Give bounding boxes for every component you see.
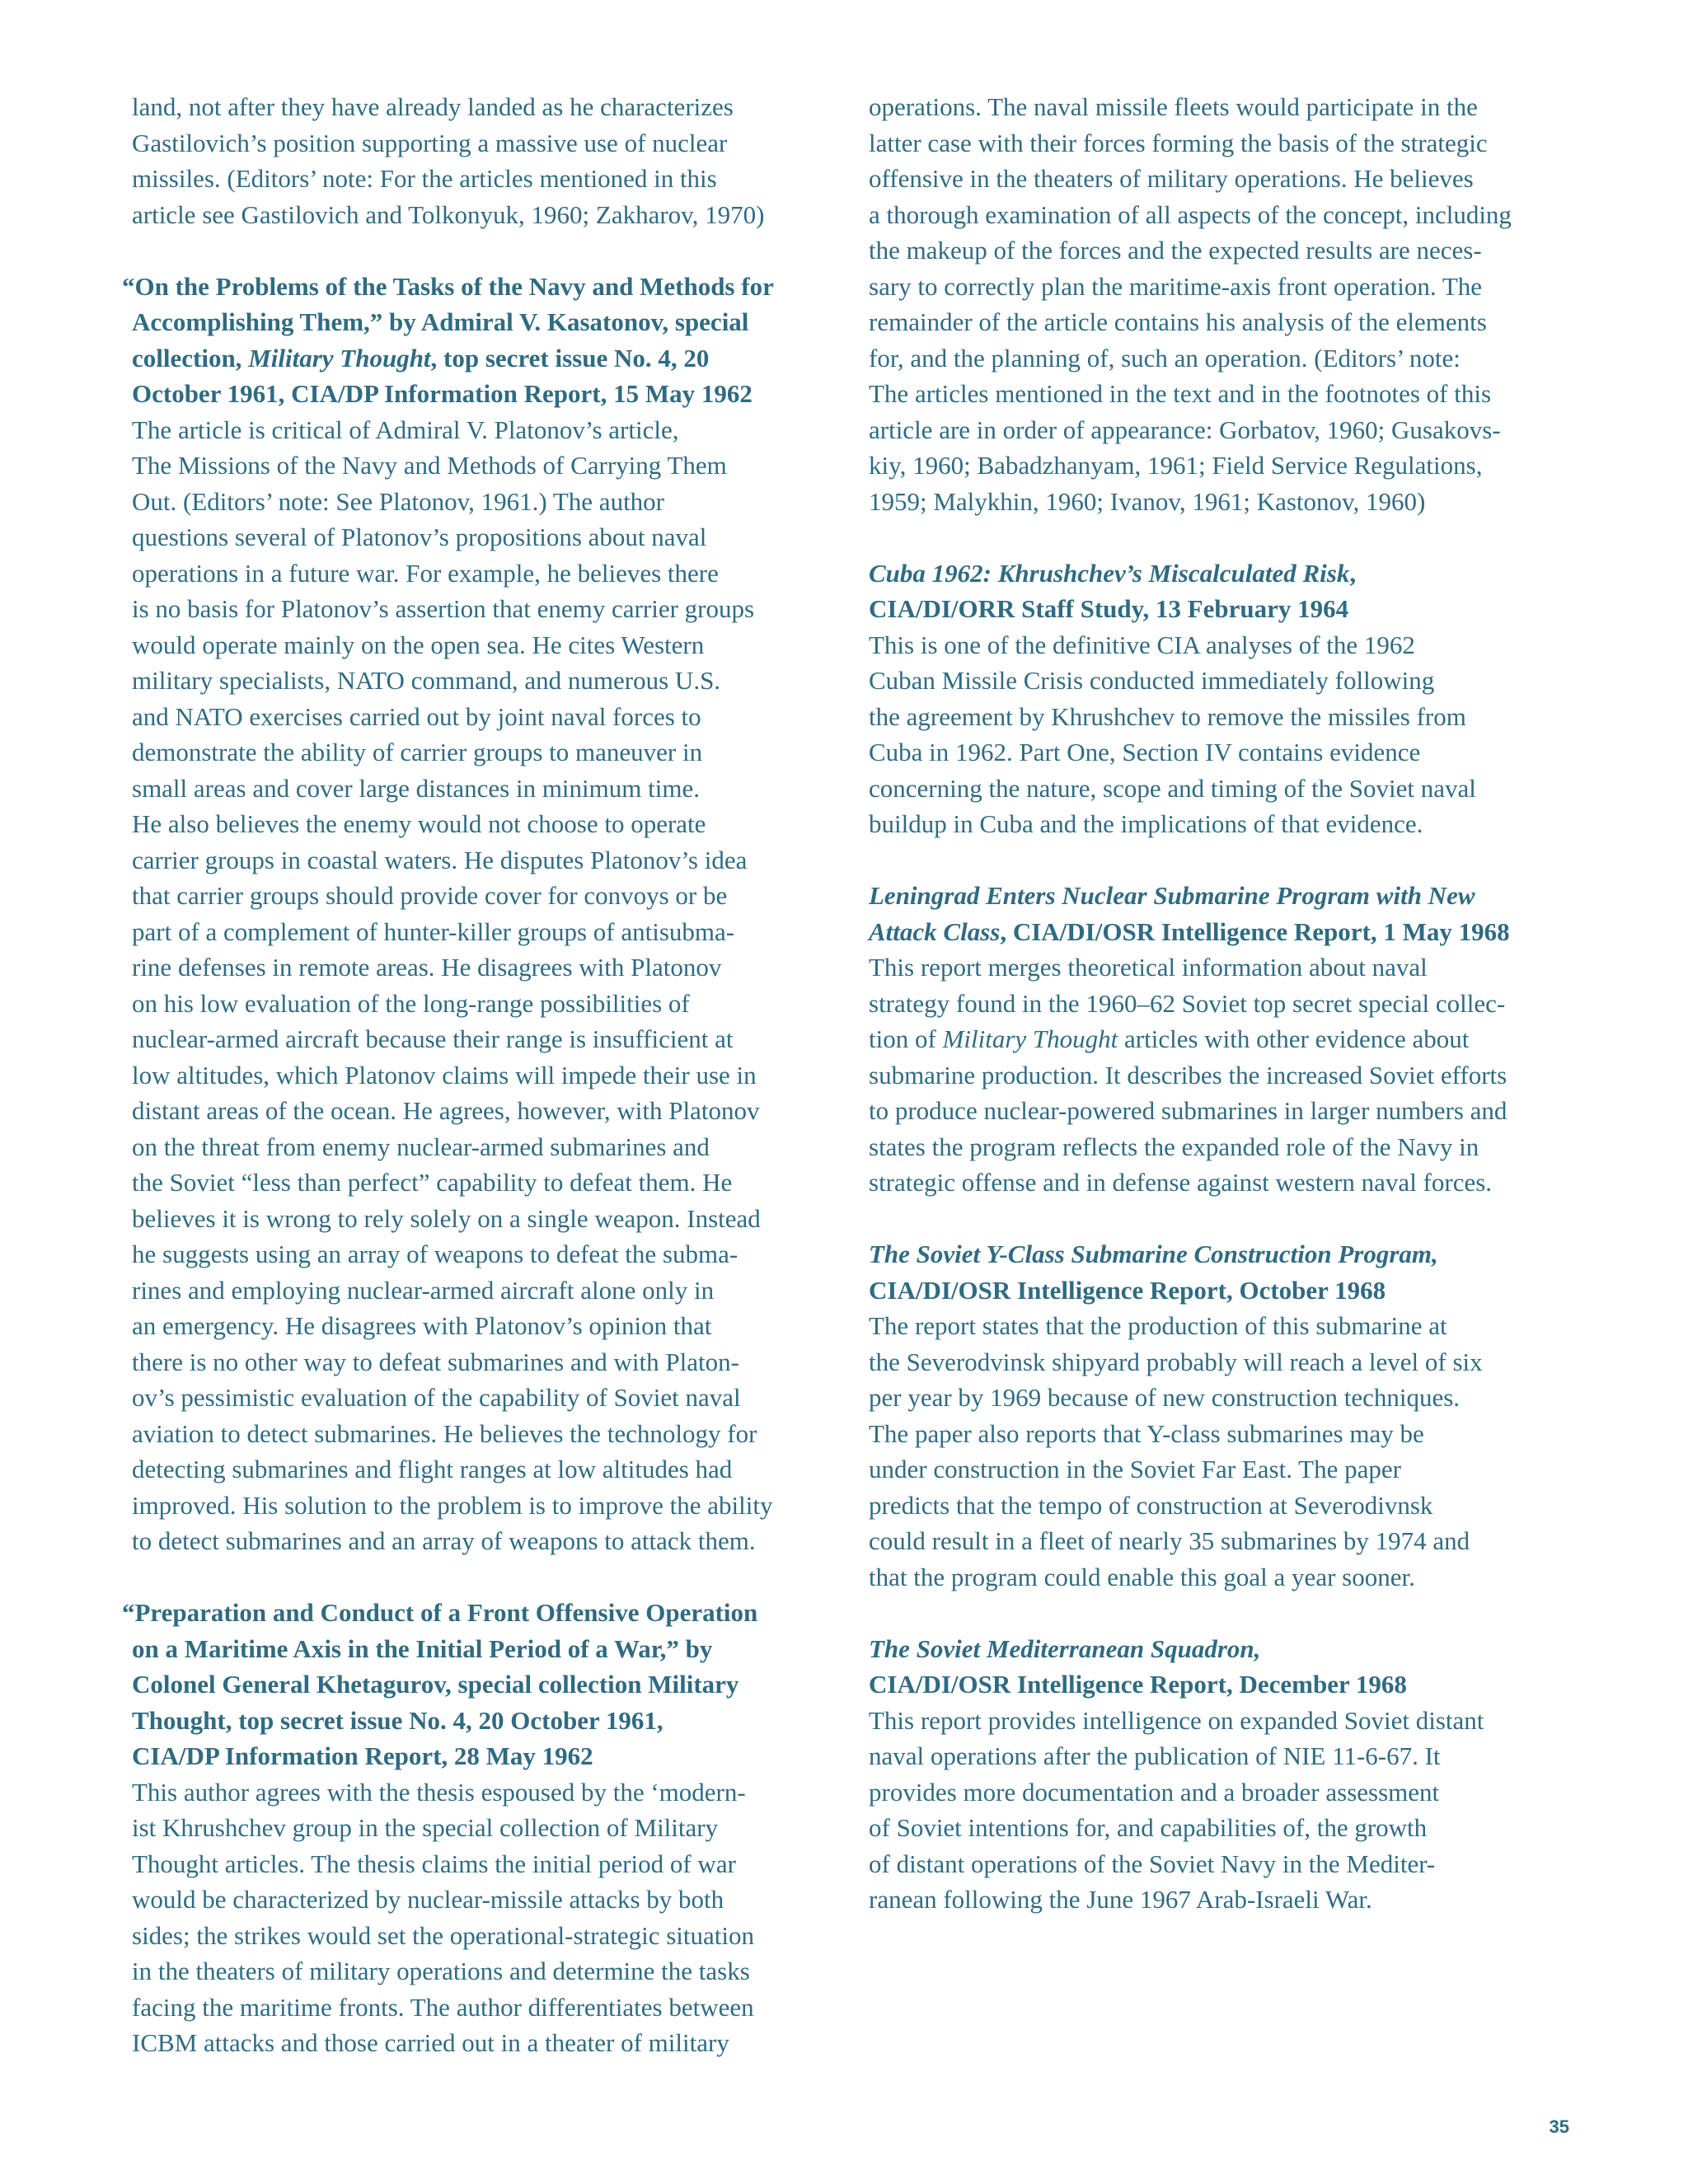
text-line: could result in a fleet of nearly 35 submarines by 1974 and (869, 1526, 1470, 1555)
text-line: The articles mentioned in the text and in the footnotes of this (869, 379, 1492, 408)
entry-heading (122, 269, 832, 412)
heading-line (132, 340, 832, 377)
text-line: a thorough examination of all aspects of the concept, including (869, 199, 1512, 229)
paragraph-gap (869, 519, 1569, 555)
text-line: article are in order of appearance: Gorbatov, 1960; Gusakovs- (869, 415, 1501, 444)
text-line: The paper also reports that Y-class submarines may be (869, 1418, 1424, 1448)
heading-line: The Soviet Y-Class Submarine Construction Program, (869, 1240, 1438, 1268)
heading-text: collection, (132, 343, 249, 373)
text-line: would operate mainly on the open sea. He cites Western (132, 630, 705, 659)
heading-line (869, 555, 1569, 592)
text-line: is no basis for Platonov’s assertion that enemy carrier groups (132, 594, 755, 623)
entry-mediterranean (869, 1631, 1569, 1918)
text-line: detecting submarines and flight ranges at low altitudes had (132, 1455, 733, 1483)
text-line: kiy, 1960; Babadzhanyam, 1961; Field Service Regulations, (869, 451, 1483, 480)
text-line: Cuba in 1962. Part One, Section IV contains evidence (869, 738, 1421, 766)
text-line: and NATO exercises carried out by joint naval forces to (132, 701, 701, 731)
text-line: This is one of the definitive CIA analyses of the 1962 (869, 630, 1415, 659)
text-line: Cuban Missile Crisis conducted immediately following (869, 666, 1435, 695)
heading-line: CIA/DI/OSR Intelligence Report, December 1968 (869, 1670, 1407, 1699)
text-line: would be characterized by nuclear-missile attacks by both (132, 1885, 724, 1914)
text-line: military specialists, NATO command, and numerous U.S. (132, 666, 721, 695)
paragraph-gap (869, 1595, 1569, 1631)
text-line: strategic offense and in defense against western naval forces. (869, 1168, 1493, 1197)
text-line: ICBM attacks and those carried out in a theater of military (132, 2028, 729, 2057)
text-fragment: tion of (869, 1024, 943, 1053)
text-line: nuclear-armed aircraft because their range is insufficient at (132, 1024, 734, 1053)
heading-line: Thought, top secret issue No. 4, 20 October 1961, (132, 1705, 663, 1735)
heading-text: , CIA/DI/OSR Intelligence Report, 1 May 1968 (1000, 916, 1510, 946)
text-line: for, and the planning of, such an operation. (Editors’ note: (869, 343, 1461, 373)
entry-body (132, 1774, 832, 2061)
text-line: under construction in the Soviet Far East. The paper (869, 1455, 1401, 1483)
report-title: Cuba 1962: Khrushchev’s Miscalculated Risk (869, 558, 1350, 588)
entry-y-class (869, 1236, 1569, 1595)
text-line: improved. His solution to the problem is to improve the ability (132, 1490, 773, 1520)
text-line: operations. The naval missile fleets would participate in the (869, 92, 1478, 121)
publication-title: Military Thought (942, 1024, 1118, 1053)
text-line: ov’s pessimistic evaluation of the capability of Soviet naval (132, 1383, 741, 1412)
text-line: He also believes the enemy would not choose to operate (132, 809, 706, 838)
text-line: submarine production. It describes the increased Soviet efforts (869, 1060, 1507, 1090)
heading-text: , top secret issue No. 4, 20 (430, 343, 710, 373)
paragraph-gap (869, 1201, 1569, 1237)
entry-leningrad (869, 878, 1569, 1201)
paragraph-gap (869, 842, 1569, 879)
heading-line: Leningrad Enters Nuclear Submarine Program with New (869, 881, 1475, 910)
entry-heading (869, 1631, 1569, 1703)
text-line: the agreement by Khrushchev to remove the missiles from (869, 701, 1466, 731)
text-line: that carrier groups should provide cover for convoys or be (132, 881, 728, 910)
text-line: buildup in Cuba and the implications of that evidence. (869, 809, 1423, 838)
right-column (869, 89, 1569, 1918)
text-line: demonstrate the ability of carrier groups to maneuver in (132, 738, 703, 766)
text-line: questions several of Platonov’s propositions about naval (132, 523, 707, 551)
intro-paragraph (132, 89, 832, 232)
text-line: an emergency. He disagrees with Platonov’s opinion that (132, 1311, 712, 1340)
entry-cuba-1962 (869, 555, 1569, 842)
entry-body (132, 412, 832, 1559)
text-line: that the program could enable this goal a year sooner. (869, 1562, 1415, 1591)
text-line: rine defenses in remote areas. He disagrees with Platonov (132, 953, 722, 982)
text-line: in the theaters of military operations and determine the tasks (132, 1957, 750, 1985)
text-line: strategy found in the 1960–62 Soviet top secret special collec- (869, 988, 1506, 1018)
paragraph-gap (132, 232, 832, 269)
text-line: concerning the nature, scope and timing of the Soviet naval (869, 773, 1476, 803)
text-line: ist Khrushchev group in the special collection of Military (132, 1813, 719, 1842)
text-line: aviation to detect submarines. He believes the technology for (132, 1418, 757, 1448)
entry-body (869, 627, 1569, 842)
heading-line: “Preparation and Conduct of a Front Offensive Operation (122, 1598, 758, 1627)
text-line: there is no other way to defeat submarines and with Platon- (132, 1347, 739, 1376)
text-line: distant areas of the ocean. He agrees, however, with Platonov (132, 1096, 760, 1125)
heading-line: October 1961, CIA/DP Information Report, 15 May 1962 (132, 379, 753, 408)
text-line: states the program reflects the expanded role of the Navy in (869, 1132, 1479, 1161)
text-line (869, 1021, 1569, 1057)
text-line: the makeup of the forces and the expected results are neces- (869, 236, 1482, 265)
heading-line: “On the Problems of the Tasks of the Navy and Methods for (122, 271, 774, 301)
text-line: sary to correctly plan the maritime-axis front operation. The (869, 271, 1483, 301)
text-line: small areas and cover large distances in minimum time. (132, 773, 700, 803)
text-line: The article is critical of Admiral V. Platonov’s article, (132, 415, 679, 444)
text-line: part of a complement of hunter-killer groups of antisubma- (132, 916, 735, 946)
text-line: believes it is wrong to rely solely on a single weapon. Instead (132, 1203, 761, 1233)
paragraph-gap (132, 1559, 832, 1596)
text-line: This report merges theoretical information about naval (869, 953, 1428, 982)
text-line: predicts that the tempo of construction at Severodivnsk (869, 1490, 1433, 1520)
left-column (122, 89, 832, 2061)
entry-heading (869, 555, 1569, 627)
text-line: per year by 1969 because of new construction techniques. (869, 1383, 1461, 1412)
entry-body (869, 949, 1569, 1201)
entry-heading (869, 1236, 1569, 1308)
text-line: carrier groups in coastal waters. He disputes Platonov’s idea (132, 845, 748, 874)
entry-heading (122, 1595, 832, 1774)
heading-line: CIA/DI/OSR Intelligence Report, October 1968 (869, 1275, 1386, 1305)
text-line: land, not after they have already landed as he characterizes (132, 92, 734, 121)
text-line: Thought articles. The thesis claims the initial period of war (132, 1849, 736, 1878)
continuation-paragraph (869, 89, 1569, 519)
text-line: the Severodvinsk shipyard probably will reach a level of six (869, 1347, 1483, 1376)
heading-line (869, 914, 1569, 950)
text-line: provides more documentation and a broader assessment (869, 1777, 1440, 1807)
page-number: 35 (1549, 2116, 1569, 2137)
heading-line: on a Maritime Axis in the Initial Period of a War,” by (132, 1633, 713, 1663)
text-line: ranean following the June 1967 Arab-Israeli War. (869, 1885, 1372, 1914)
text-line: remainder of the article contains his analysis of the elements (869, 307, 1487, 336)
entry-khetagurov (122, 1595, 832, 2061)
entry-body (869, 1703, 1569, 1918)
text-line: of Soviet intentions for, and capabilities of, the growth (869, 1813, 1428, 1842)
text-line: sides; the strikes would set the operational-strategic situation (132, 1920, 755, 1950)
text-line: offensive in the theaters of military operations. He believes (869, 164, 1474, 193)
text-line: This report provides intelligence on expanded Soviet distant (869, 1705, 1484, 1735)
text-line: operations in a future war. For example, he believes there (132, 558, 719, 588)
text-line: Gastilovich’s position supporting a massive use of nuclear (132, 128, 728, 157)
text-line: facing the maritime fronts. The author differentiates between (132, 1992, 754, 2022)
entry-kasatonov (122, 269, 832, 1559)
text-line: The Missions of the Navy and Methods of Carrying Them (132, 451, 727, 480)
text-line: 1959; Malykhin, 1960; Ivanov, 1961; Kastonov, 1960) (869, 486, 1426, 516)
heading-line: Accomplishing Them,” by Admiral V. Kasatonov, special (132, 307, 749, 336)
text-line: to detect submarines and an array of weapons to attack them. (132, 1526, 756, 1555)
text-line: latter case with their forces forming the basis of the strategic (869, 128, 1488, 157)
text-line: to produce nuclear-powered submarines in larger numbers and (869, 1096, 1507, 1125)
text-line: rines and employing nuclear-armed aircraft alone only in (132, 1275, 715, 1305)
text-line: The report states that the production of this submarine at (869, 1311, 1447, 1340)
text-line: the Soviet “less than perfect” capability to defeat them. He (132, 1168, 733, 1197)
text-line: on the threat from enemy nuclear-armed submarines and (132, 1132, 710, 1161)
text-line: on his low evaluation of the long-range possibilities of (132, 988, 690, 1018)
text-line: low altitudes, which Platonov claims will impede their use in (132, 1060, 757, 1090)
entry-heading (869, 878, 1569, 949)
heading-line: CIA/DI/ORR Staff Study, 13 February 1964 (869, 594, 1349, 623)
text-line: of distant operations of the Soviet Navy in the Mediter- (869, 1849, 1436, 1878)
heading-line: CIA/DP Information Report, 28 May 1962 (132, 1741, 593, 1770)
text-line: he suggests using an array of weapons to defeat the subma- (132, 1240, 738, 1268)
heading-text: , (1349, 558, 1357, 588)
heading-line: Colonel General Khetagurov, special collection Military (132, 1670, 739, 1699)
entry-body (869, 1308, 1569, 1595)
publication-title: Military Thought (248, 343, 431, 373)
report-title: Attack Class (869, 916, 1001, 946)
text-line: missiles. (Editors’ note: For the articles mentioned in this (132, 164, 717, 193)
text-fragment: articles with other evidence about (1118, 1024, 1470, 1053)
text-line: naval operations after the publication of NIE 11-6-67. It (869, 1741, 1441, 1770)
text-line: article see Gastilovich and Tolkonyuk, 1960; Zakharov, 1970) (132, 199, 765, 229)
heading-line: The Soviet Mediterranean Squadron, (869, 1633, 1261, 1663)
text-line: This author agrees with the thesis espoused by the ‘modern- (132, 1777, 746, 1807)
text-line: Out. (Editors’ note: See Platonov, 1961.) The author (132, 486, 665, 516)
